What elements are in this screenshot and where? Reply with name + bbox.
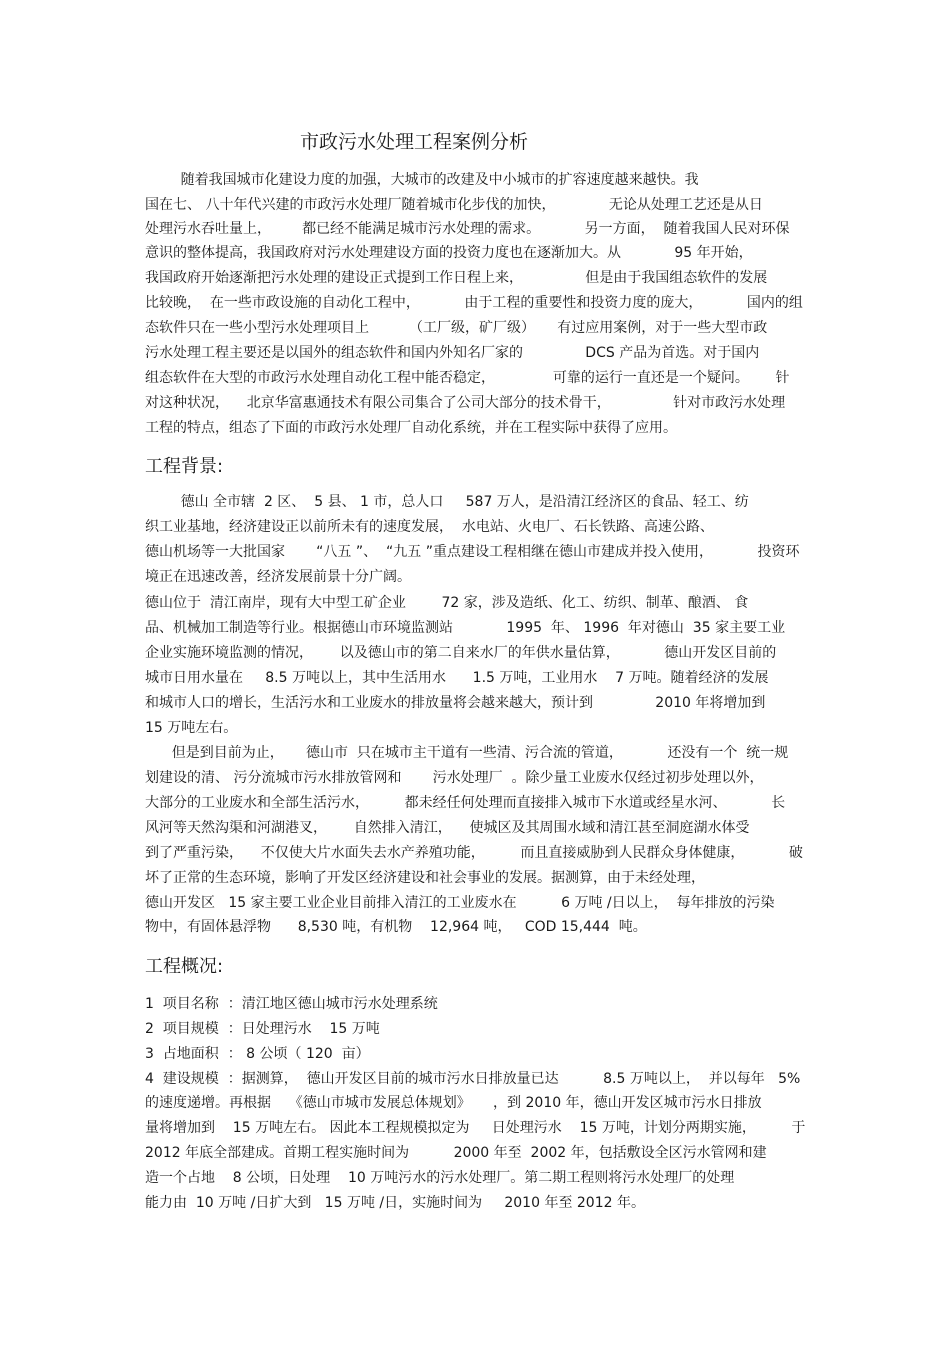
background-line: 坏了正常的生态环境，影响了开发区经济建设和社会事业的发展。据测算，由于未经处理， [145,870,705,886]
overview-line: 2 项目规模 ：日处理污水 15 万吨 [145,1021,380,1037]
intro-line: 我国政府开始逐渐把污水处理的建设正式提到工作日程上来， 但是由于我国组态软件的发展 [145,270,768,286]
background-line: 企业实施环境监测的情况， 以及德山市的第二自来水厂的年供水量估算， 德山开发区目前的 [145,645,777,661]
overview-line: 的速度递增。再根据 《德山市城市发展总体规划》 ，到 2010 年，德山开发区城市污水日排放 [145,1095,762,1111]
background-line: 品、机械加工制造等行业。根据德山市环境监测站 1995 年、 1996 年对德山 35 家主要工业 [145,620,786,636]
background-line: 城市日用水量在 8.5 万吨以上，其中生活用水 1.5 万吨，工业用水 7 万吨。随着经济的发展 [145,670,769,686]
intro-line: 国在七、 八十年代兴建的市政污水处理厂随着城市化步伐的加快， 无论从处理工艺还是从日 [145,197,763,213]
background-line: 到了严重污染， 不仅使大片水面失去水产养殖功能， 而且直接威胁到人民群众身体健康， 破 [145,845,803,861]
background-line: 物中，有固体悬浮物 8,530 吨，有机物 12,964 吨， COD 15,444 吨。 [145,919,647,935]
intro-line: 比较晚， 在一些市政设施的自动化工程中， 由于工程的重要性和投资力度的庞大， 国内的组 [145,295,803,311]
background-line: 但是到目前为止， 德山市 只在城市主干道有一些清、污合流的管道， 还没有一个 统一规 [145,745,789,761]
background-line: 德山机场等一大批国家 “八五 ”、 “九五 ”重点建设工程相继在德山市建成并投入使用， 投资环 [145,544,800,560]
section-heading-overview: 工程概况: [145,956,224,977]
background-line: 大部分的工业废水和全部生活污水， 都未经任何处理而直接排入城市下水道或经星水河、 长 [145,795,786,811]
intro-line: 意识的整体提高，我国政府对污水处理建设方面的投资力度也在逐渐加大。从 95 年开始， [145,245,753,261]
intro-line: 随着我国城市化建设力度的加强，大城市的改建及中小城市的扩容速度越来越快。我 [145,172,699,188]
background-line: 和城市人口的增长，生活污水和工业废水的排放量将会越来越大，预计到 2010 年将增加到 [145,695,766,711]
background-line: 境正在迅速改善，经济发展前景十分广阔。 [145,569,411,585]
background-line: 德山开发区 15 家主要工业企业目前排入清江的工业废水在 6 万吨 /日以上， 每年排放的污染 [145,895,775,911]
intro-line: 对这种状况， 北京华富惠通技术有限公司集合了公司大部分的技术骨干， 针对市政污水处理 [145,395,786,411]
background-line: 15 万吨左右。 [145,720,238,736]
overview-line: 4 建设规模 ：据测算， 德山开发区目前的城市污水日排放量已达 8.5 万吨以上， 并以每年 5% [145,1071,801,1087]
section-heading-background: 工程背景: [145,456,224,477]
overview-line: 量将增加到 15 万吨左右。 因此本工程规模拟定为 日处理污水 15 万吨，计划分两期实施， 于 [145,1120,806,1136]
intro-line: 工程的特点，组态了下面的市政污水处理厂自动化系统，并在工程实际中获得了应用。 [145,420,677,436]
intro-line: 污水处理工程主要还是以国外的组态软件和国内外知名厂家的 DCS 产品为首选。对于国内 [145,345,760,361]
document-title: 市政污水处理工程案例分析 [300,131,529,153]
background-line: 德山位于 清江南岸，现有大中型工矿企业 72 家，涉及造纸、化工、纺织、制革、酿酒、 食 [145,595,749,611]
background-line: 德山 全市辖 2 区、 5 县、 1 市，总人口 587 万人，是沿清江经济区的食品、轻工、纺 [145,494,749,510]
background-line: 风河等天然沟渠和河湖港叉， 自然排入清江， 使城区及其周围水域和清江甚至洞庭湖水体受 [145,820,750,836]
overview-line: 3 占地面积 ： 8 公顷（ 120 亩） [145,1046,370,1062]
overview-line: 2012 年底全部建成。首期工程实施时间为 2000 年至 2002 年，包括敷设全区污水管网和建 [145,1145,767,1161]
background-line: 织工业基地，经济建设正以前所未有的速度发展， 水电站、火电厂、石长铁路、高速公路、 [145,519,714,535]
background-line: 划建设的清、 污分流城市污水排放管网和 污水处理厂 。除少量工业废水仅经过初步处理以外， [145,770,764,786]
intro-line: 态软件只在一些小型污水处理项目上 （工厂级，矿厂级） 有过应用案例，对于一些大型市政 [145,320,768,336]
overview-line: 能力由 10 万吨 /日扩大到 15 万吨 /日，实施时间为 2010 年至 2012 年。 [145,1195,645,1211]
overview-line: 造一个占地 8 公顷，日处理 10 万吨污水的污水处理厂。第二期工程则将污水处理厂的处理 [145,1170,735,1186]
intro-line: 组态软件在大型的市政污水处理自动化工程中能否稳定， 可靠的运行一直还是一个疑问。 针 [145,370,790,386]
overview-line: 1 项目名称 ：清江地区德山城市污水处理系统 [145,996,438,1012]
intro-line: 处理污水吞吐量上， 都已经不能满足城市污水处理的需求。 另一方面， 随着我国人民对环保 [145,221,790,237]
